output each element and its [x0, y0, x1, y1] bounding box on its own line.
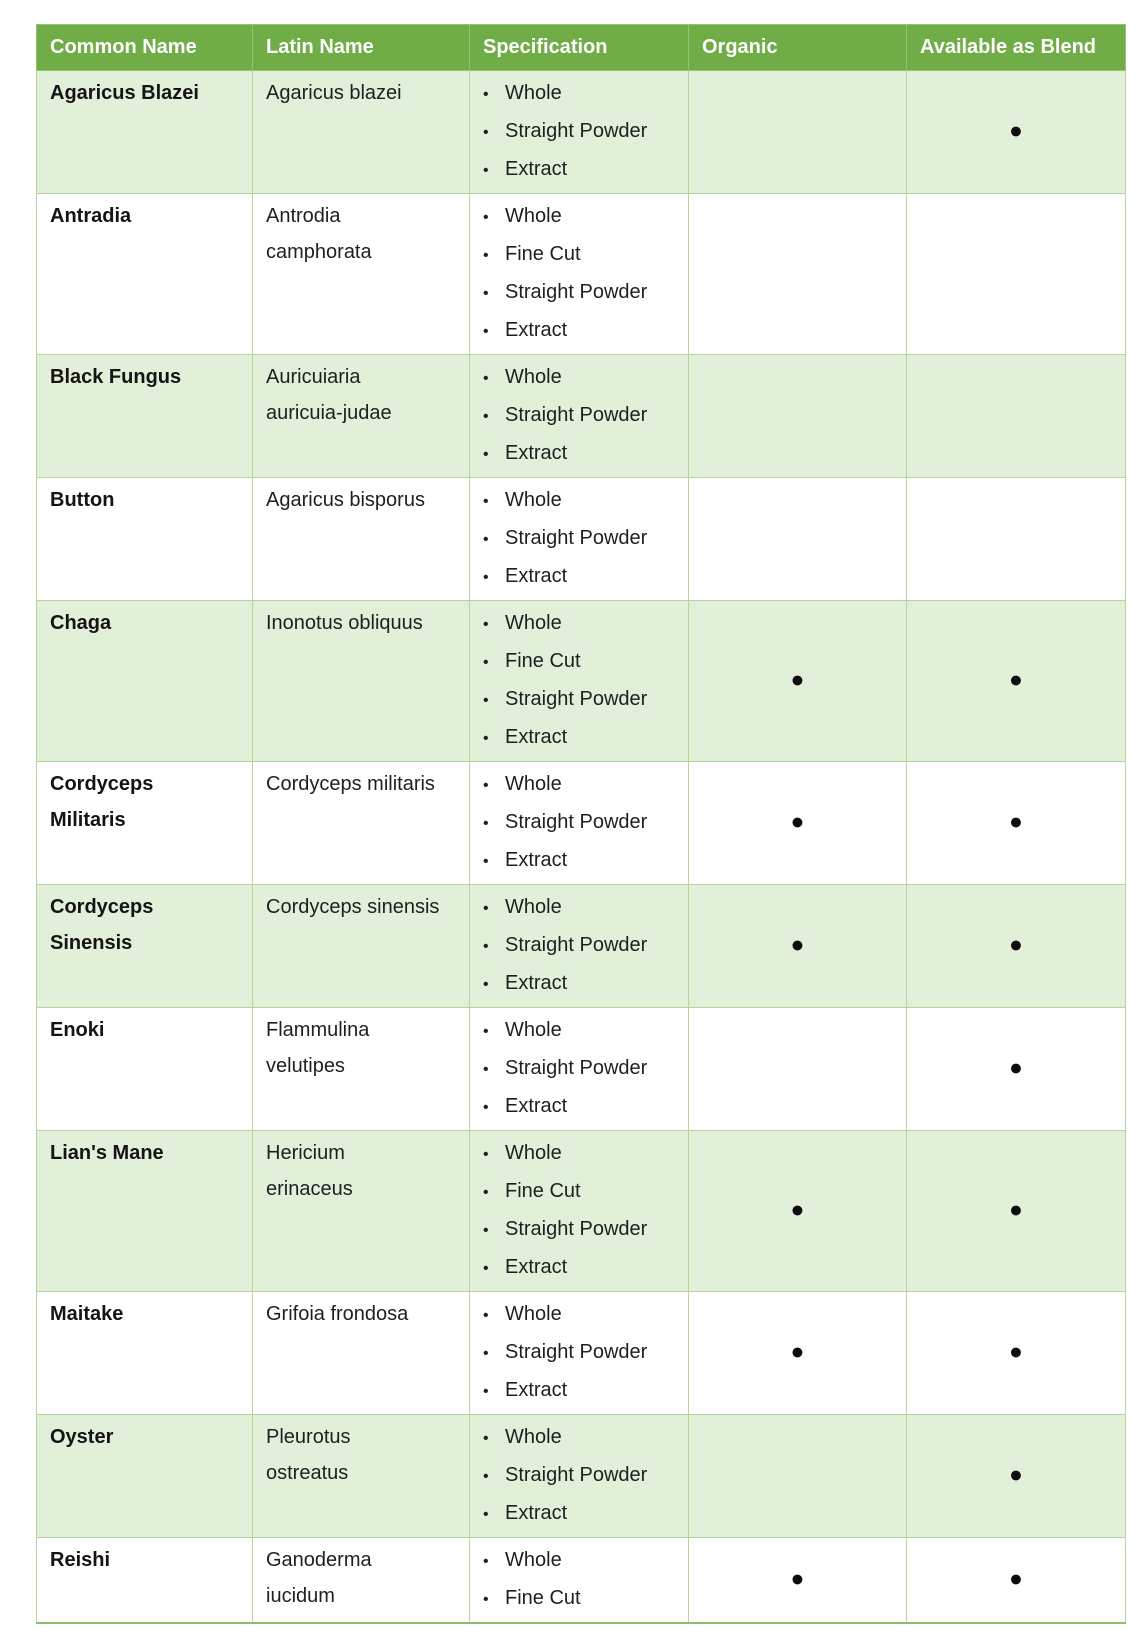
- common-name-cell-line: Chaga: [50, 612, 112, 634]
- latin-name-cell-line: Grifoia frondosa: [266, 1303, 409, 1325]
- specification-item: [483, 312, 682, 350]
- column-header-available_as_blend: Available as Blend: [907, 25, 1126, 71]
- specification-item: [483, 643, 682, 681]
- common-name-cell-line: Cordyceps: [50, 773, 154, 795]
- table-header: [37, 25, 1126, 71]
- common-name-cell: [37, 194, 253, 355]
- specification-item: [483, 719, 682, 757]
- specification-label: Whole: [505, 1549, 562, 1571]
- specification-item: [483, 1249, 682, 1287]
- filled-dot-icon: ●: [790, 666, 805, 692]
- bullet-icon: •: [483, 654, 489, 671]
- table-row: [37, 1538, 1126, 1624]
- common-name-cell-line: Black Fungus: [50, 366, 182, 388]
- latin-name-cell-line: Cordyceps militaris: [266, 773, 435, 795]
- common-name-cell: [37, 1415, 253, 1538]
- available-as-blend-cell: [907, 1008, 1126, 1131]
- specification-label: Whole: [505, 612, 562, 634]
- specification-label: Straight Powder: [505, 1341, 648, 1363]
- latin-name-cell-line: Flammulina: [266, 1019, 370, 1041]
- specification-item: [483, 1372, 682, 1410]
- specification-item: [483, 198, 682, 236]
- specification-item: [483, 1211, 682, 1249]
- bullet-icon: •: [483, 1184, 489, 1201]
- bullet-icon: •: [483, 616, 489, 633]
- available-as-blend-cell: [907, 601, 1126, 762]
- bullet-icon: •: [483, 692, 489, 709]
- specification-label: Whole: [505, 82, 562, 104]
- common-name-cell: [37, 355, 253, 478]
- bullet-icon: •: [483, 1099, 489, 1116]
- specification-item: [483, 927, 682, 965]
- specification-label: Extract: [505, 726, 568, 748]
- bullet-icon: •: [483, 531, 489, 548]
- column-header-organic: Organic: [689, 25, 907, 71]
- specification-label: Fine Cut: [505, 650, 581, 672]
- bullet-icon: •: [483, 1061, 489, 1078]
- mushroom-products-table: [36, 24, 1126, 1624]
- bullet-icon: •: [483, 1222, 489, 1239]
- table-row: [37, 1131, 1126, 1292]
- specification-label: Straight Powder: [505, 120, 648, 142]
- specification-item: [483, 1296, 682, 1334]
- filled-dot-icon: ●: [1009, 1461, 1023, 1487]
- latin-name-cell: [253, 1008, 470, 1131]
- table-row: [37, 762, 1126, 885]
- common-name-cell: [37, 762, 253, 885]
- bullet-icon: •: [483, 446, 489, 463]
- organic-cell: [689, 478, 907, 601]
- specification-item: [483, 1457, 682, 1495]
- specification-label: Whole: [505, 489, 562, 511]
- specification-item: [483, 151, 682, 189]
- bullet-icon: •: [483, 938, 489, 955]
- filled-dot-icon: ●: [1009, 1338, 1023, 1364]
- specification-cell: [470, 1131, 689, 1292]
- specification-item: [483, 359, 682, 397]
- common-name-cell: [37, 1131, 253, 1292]
- specification-item: [483, 520, 682, 558]
- specification-item: [483, 236, 682, 274]
- specification-label: Extract: [505, 1379, 568, 1401]
- bullet-icon: •: [483, 1307, 489, 1324]
- available-as-blend-cell: [907, 1292, 1126, 1415]
- specification-label: Whole: [505, 773, 562, 795]
- specification-item: [483, 113, 682, 151]
- common-name-cell: [37, 601, 253, 762]
- available-as-blend-cell: [907, 478, 1126, 601]
- bullet-icon: •: [483, 853, 489, 870]
- specification-label: Fine Cut: [505, 243, 581, 265]
- filled-dot-icon: ●: [1009, 1565, 1023, 1591]
- specification-cell: [470, 1008, 689, 1131]
- organic-cell: [689, 1131, 907, 1292]
- latin-name-cell-line: camphorata: [266, 241, 372, 263]
- latin-name-cell-line: Hericium: [266, 1142, 345, 1164]
- bullet-icon: •: [483, 1468, 489, 1485]
- bullet-icon: •: [483, 162, 489, 179]
- common-name-cell: [37, 71, 253, 194]
- common-name-cell: [37, 478, 253, 601]
- common-name-cell: [37, 1292, 253, 1415]
- bullet-icon: •: [483, 209, 489, 226]
- bullet-icon: •: [483, 1430, 489, 1447]
- filled-dot-icon: ●: [1009, 1196, 1023, 1222]
- latin-name-cell-line: iucidum: [266, 1585, 335, 1607]
- latin-name-cell-line: erinaceus: [266, 1178, 353, 1200]
- specification-label: Straight Powder: [505, 281, 648, 303]
- latin-name-cell-line: Auricuiaria: [266, 366, 361, 388]
- common-name-cell-line: Enoki: [50, 1019, 105, 1041]
- organic-cell: [689, 1008, 907, 1131]
- column-header-latin_name: Latin Name: [253, 25, 470, 71]
- available-as-blend-cell: [907, 1415, 1126, 1538]
- available-as-blend-cell: [907, 71, 1126, 194]
- latin-name-cell: [253, 1131, 470, 1292]
- organic-cell: [689, 1415, 907, 1538]
- specification-label: Whole: [505, 1426, 562, 1448]
- filled-dot-icon: ●: [790, 1565, 805, 1591]
- latin-name-cell-line: Inonotus obliquus: [266, 612, 423, 634]
- specification-cell: [470, 194, 689, 355]
- column-header-specification: Specification: [470, 25, 689, 71]
- specification-label: Extract: [505, 1095, 568, 1117]
- specification-label: Whole: [505, 1303, 562, 1325]
- common-name-cell-line: Agaricus Blazei: [50, 82, 199, 104]
- organic-cell: [689, 1538, 907, 1624]
- specification-cell: [470, 355, 689, 478]
- specification-item: [483, 842, 682, 880]
- specification-item: [483, 681, 682, 719]
- specification-cell: [470, 885, 689, 1008]
- organic-cell: [689, 762, 907, 885]
- bullet-icon: •: [483, 777, 489, 794]
- bullet-icon: •: [483, 569, 489, 586]
- table-row: [37, 194, 1126, 355]
- table-row: [37, 355, 1126, 478]
- bullet-icon: •: [483, 1591, 489, 1608]
- latin-name-cell: [253, 1415, 470, 1538]
- common-name-cell-line: Militaris: [50, 809, 126, 831]
- specification-label: Extract: [505, 158, 568, 180]
- bullet-icon: •: [483, 493, 489, 510]
- specification-label: Straight Powder: [505, 1057, 648, 1079]
- common-name-cell: [37, 1538, 253, 1624]
- specification-label: Whole: [505, 366, 562, 388]
- specification-label: Whole: [505, 205, 562, 227]
- filled-dot-icon: ●: [1009, 808, 1023, 834]
- specification-cell: [470, 71, 689, 194]
- specification-item: [483, 965, 682, 1003]
- latin-name-cell-line: Agaricus bisporus: [266, 489, 425, 511]
- table-row: [37, 478, 1126, 601]
- common-name-cell: [37, 1008, 253, 1131]
- filled-dot-icon: ●: [1009, 117, 1023, 143]
- bullet-icon: •: [483, 1146, 489, 1163]
- specification-item: [483, 482, 682, 520]
- specification-item: [483, 1334, 682, 1372]
- latin-name-cell: [253, 601, 470, 762]
- common-name-cell: [37, 885, 253, 1008]
- common-name-cell-line: Oyster: [50, 1426, 114, 1448]
- filled-dot-icon: ●: [790, 1338, 805, 1364]
- latin-name-cell: [253, 762, 470, 885]
- specification-label: Extract: [505, 849, 568, 871]
- specification-cell: [470, 762, 689, 885]
- table-row: [37, 601, 1126, 762]
- common-name-cell-line: Reishi: [50, 1549, 111, 1571]
- bullet-icon: •: [483, 730, 489, 747]
- bullet-icon: •: [483, 86, 489, 103]
- bullet-icon: •: [483, 285, 489, 302]
- latin-name-cell: [253, 355, 470, 478]
- specification-item: [483, 605, 682, 643]
- bullet-icon: •: [483, 124, 489, 141]
- specification-label: Straight Powder: [505, 404, 648, 426]
- specification-item: [483, 1050, 682, 1088]
- available-as-blend-cell: [907, 1538, 1126, 1624]
- table-body: [37, 71, 1126, 1624]
- organic-cell: [689, 71, 907, 194]
- specification-item: [483, 397, 682, 435]
- common-name-cell-line: Cordyceps: [50, 896, 154, 918]
- specification-label: Whole: [505, 1142, 562, 1164]
- specification-label: Fine Cut: [505, 1587, 581, 1609]
- specification-label: Straight Powder: [505, 811, 648, 833]
- common-name-cell-line: Sinensis: [50, 932, 133, 954]
- filled-dot-icon: ●: [1009, 666, 1023, 692]
- specification-label: Whole: [505, 896, 562, 918]
- specification-label: Whole: [505, 1019, 562, 1041]
- latin-name-cell-line: Antrodia: [266, 205, 341, 227]
- specification-item: [483, 1173, 682, 1211]
- specification-item: [483, 1542, 682, 1580]
- latin-name-cell-line: Ganoderma: [266, 1549, 372, 1571]
- specification-item: [483, 435, 682, 473]
- specification-label: Fine Cut: [505, 1180, 581, 1202]
- common-name-cell-line: Lian's Mane: [50, 1142, 164, 1164]
- latin-name-cell-line: ostreatus: [266, 1462, 349, 1484]
- table-row: [37, 885, 1126, 1008]
- table-row: [37, 1292, 1126, 1415]
- specification-label: Extract: [505, 1256, 568, 1278]
- specification-label: Straight Powder: [505, 688, 648, 710]
- filled-dot-icon: ●: [790, 931, 805, 957]
- available-as-blend-cell: [907, 885, 1126, 1008]
- latin-name-cell-line: Cordyceps sinensis: [266, 896, 440, 918]
- specification-item: [483, 804, 682, 842]
- specification-label: Straight Powder: [505, 1218, 648, 1240]
- organic-cell: [689, 194, 907, 355]
- latin-name-cell: [253, 71, 470, 194]
- header-row: [37, 25, 1126, 71]
- filled-dot-icon: ●: [790, 808, 805, 834]
- specification-item: [483, 1012, 682, 1050]
- common-name-cell-line: Maitake: [50, 1303, 124, 1325]
- latin-name-cell: [253, 885, 470, 1008]
- specification-item: [483, 1135, 682, 1173]
- available-as-blend-cell: [907, 1131, 1126, 1292]
- specification-item: [483, 1419, 682, 1457]
- specification-label: Extract: [505, 972, 568, 994]
- table-row: [37, 1008, 1126, 1131]
- specification-item: [483, 1580, 682, 1618]
- bullet-icon: •: [483, 815, 489, 832]
- common-name-cell-line: Button: [50, 489, 115, 511]
- latin-name-cell: [253, 1538, 470, 1624]
- bullet-icon: •: [483, 247, 489, 264]
- specification-item: [483, 1088, 682, 1126]
- available-as-blend-cell: [907, 762, 1126, 885]
- bullet-icon: •: [483, 323, 489, 340]
- specification-cell: [470, 1415, 689, 1538]
- latin-name-cell: [253, 478, 470, 601]
- bullet-icon: •: [483, 1506, 489, 1523]
- specification-label: Extract: [505, 565, 568, 587]
- filled-dot-icon: ●: [1009, 1054, 1023, 1080]
- specification-item: [483, 1495, 682, 1533]
- bullet-icon: •: [483, 976, 489, 993]
- bullet-icon: •: [483, 408, 489, 425]
- latin-name-cell-line: Pleurotus: [266, 1426, 351, 1448]
- bullet-icon: •: [483, 1260, 489, 1277]
- common-name-cell-line: Antradia: [50, 205, 132, 227]
- specification-label: Straight Powder: [505, 1464, 648, 1486]
- specification-label: Extract: [505, 1502, 568, 1524]
- organic-cell: [689, 1292, 907, 1415]
- bullet-icon: •: [483, 1023, 489, 1040]
- specification-cell: [470, 1292, 689, 1415]
- organic-cell: [689, 885, 907, 1008]
- latin-name-cell-line: velutipes: [266, 1055, 345, 1077]
- table-row: [37, 1415, 1126, 1538]
- latin-name-cell-line: Agaricus blazei: [266, 82, 402, 104]
- specification-item: [483, 274, 682, 312]
- available-as-blend-cell: [907, 194, 1126, 355]
- table-row: [37, 71, 1126, 194]
- bullet-icon: •: [483, 370, 489, 387]
- bullet-icon: •: [483, 1345, 489, 1362]
- specification-label: Extract: [505, 442, 568, 464]
- specification-item: [483, 558, 682, 596]
- available-as-blend-cell: [907, 355, 1126, 478]
- specification-item: [483, 889, 682, 927]
- specification-label: Straight Powder: [505, 934, 648, 956]
- bullet-icon: •: [483, 1383, 489, 1400]
- specification-item: [483, 766, 682, 804]
- bullet-icon: •: [483, 1553, 489, 1570]
- filled-dot-icon: ●: [1009, 931, 1023, 957]
- specification-label: Extract: [505, 319, 568, 341]
- latin-name-cell: [253, 1292, 470, 1415]
- specification-label: Straight Powder: [505, 527, 648, 549]
- specification-cell: [470, 601, 689, 762]
- specification-cell: [470, 1538, 689, 1624]
- organic-cell: [689, 601, 907, 762]
- specification-item: [483, 75, 682, 113]
- filled-dot-icon: ●: [790, 1196, 805, 1222]
- organic-cell: [689, 355, 907, 478]
- specification-cell: [470, 478, 689, 601]
- column-header-common_name: Common Name: [37, 25, 253, 71]
- latin-name-cell: [253, 194, 470, 355]
- bullet-icon: •: [483, 900, 489, 917]
- latin-name-cell-line: auricuia-judae: [266, 402, 392, 424]
